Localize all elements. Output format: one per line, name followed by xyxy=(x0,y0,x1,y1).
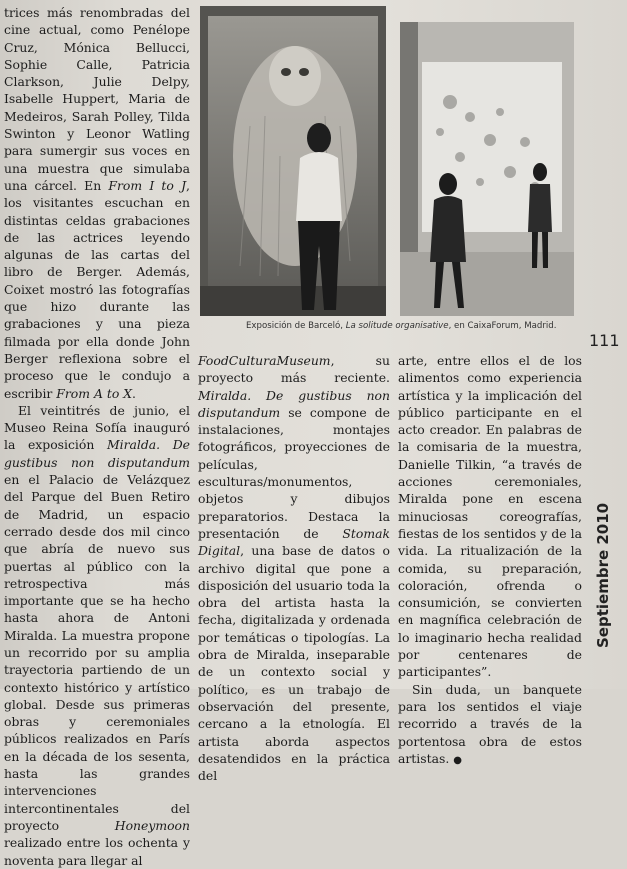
text-column-1 xyxy=(4,4,190,869)
photo-illustration xyxy=(400,22,574,316)
text-column-2 xyxy=(198,352,390,784)
paragraph: FoodCulturaMuseum, su proyecto más reciente. Miralda. De gustibus non disputandum se compone de instalaciones, montajes fotográficos, proyecciones de películas, esculturas/monumentos, objetos y dibujos preparatorios. Destaca la presentación de Stomak Digital, una base de datos o archivo digital que pone a disposición del usuario toda la obra del artista hasta la fecha, digitalizada y ordenada por temáticas o tipologías. La obra de Miralda, inseparable de un contexto social y político, es un trabajo de observación del presente, cercano a la etnología. El artista aborda aspectos desatendidos en la práctica del xyxy=(198,353,390,784)
photo-illustration xyxy=(200,6,386,316)
page-number: 111 xyxy=(589,331,620,350)
photo-caption: Exposición de Barceló, La solitude organisative, en CaixaForum, Madrid. xyxy=(246,321,557,331)
paragraph: trices más renombradas del cine actual, como Penélope Cruz, Mónica Bellucci, Sophie Calle, Patricia Clarkson, Julie Delpy, Isabelle Huppert, Maria de Medeiros, Sarah Polley, Tilda Swinton y Leonor Watling para sumergir sus voces en una muestra que simulaba una cárcel. En From I to J, los visitantes escuchan en distintas celdas grabaciones de las actrices leyendo algunas de las cartas del libro de Berger. Además, Coixet mostró las fotografías que hizo durante las grabaciones y una pieza filmada por ella donde John Berger reflexiona sobre el proceso que le condujo a escribir From A to X. xyxy=(4,5,190,401)
paragraph: El veintitrés de junio, el Museo Reina Sofía inauguró la exposición Miralda. De gustibus non disputandum en el Palacio de Velázquez del Parque del Buen Retiro de Madrid, un espacio cerrado desde dos mil cinco que abría de nuevo sus puertas al público con la retrospectiva más importante que se ha hecho hasta ahora de Antoni Miralda. La muestra propone un recorrido por su amplia trayectoria partiendo de un contexto histórico y artístico global. Desde sus primeras obras y ceremoniales públicos realizados en París en la década de los sesenta, hasta las grandes intervenciones intercontinentales del proyecto Honeymoon realizado entre los ochenta y noventa para llegar al xyxy=(4,402,190,868)
paragraph: Sin duda, un banquete para los sentidos el viaje recorrido a través de la portentosa obra de estos artistas. ● xyxy=(398,681,582,766)
side-date-label: Septiembre 2010 xyxy=(594,502,612,648)
photo-exhibition-gallery-visitors xyxy=(400,22,574,316)
end-bullet: ● xyxy=(453,754,462,766)
paragraph: arte, entre ellos el de los alimentos como experiencia artística y la implicación del público participante en el acto creador. En palabras de la comisaria de la muestra, Danielle Tilkin, “a través de acciones ceremoniales, Miralda pone en escena minuciosas coreografías, fiestas de los sentidos y de la vida. La ritualización de la comida, su preparación, coloración, ofrenda o consumición, se convierten en magnífica celebración de lo imaginario hecha realidad por centenares de participantes”. xyxy=(398,353,582,680)
photo-exhibition-yeti-sculpture xyxy=(200,6,386,316)
text-column-3 xyxy=(398,352,582,769)
